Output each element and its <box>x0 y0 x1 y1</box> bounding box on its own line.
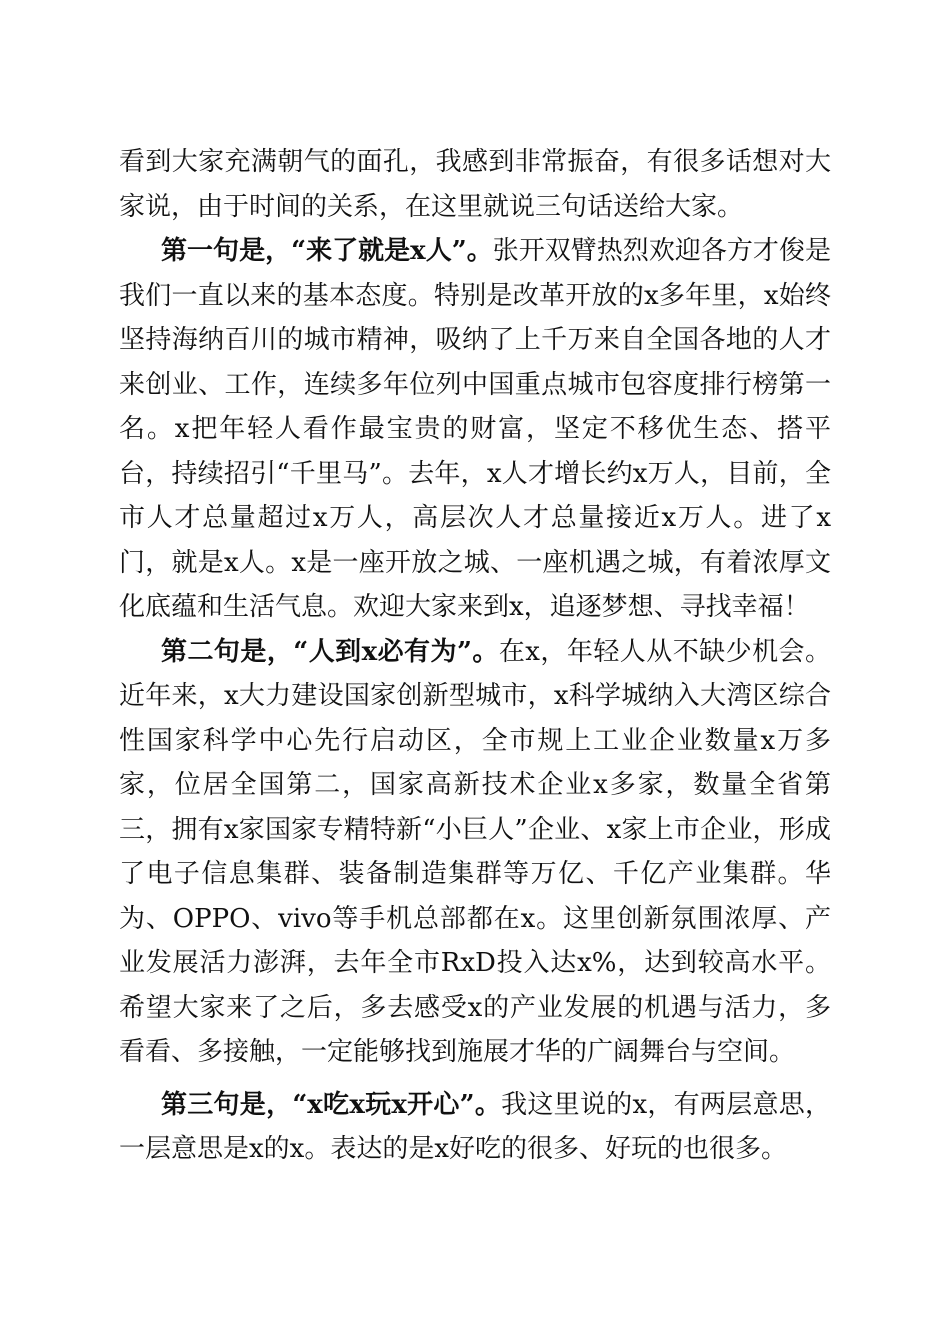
paragraph-body: 在x，年轻人从不缺少机会。近年来，x大力建设国家创新型城市，x科学城纳入大湾区综合性国家科学中心先行启动区，全市规上工业企业数量x万多家，位居全国第二，国家高新技术企业x多家，数量全省第三，拥有x家国家专精特新“小巨人”企业、x家上市企业，形成了电子信息集群、装备制造集群等万亿、千亿产业集群。华为、OPPO、vivo等手机总部都在x。这里创新氛围浓厚、产业发展活力澎湃，去年全市RxD投入达x%，达到较高水平。希望大家来了之后，多去感受x的产业发展的机遇与活力，多看看、多接触，一定能够找到施展才华的广阔舞台与空间。 <box>119 636 831 1067</box>
paragraph-lead: 第二句是，“人到x必有为”。 <box>161 636 499 667</box>
document-body <box>119 140 831 1172</box>
paragraph-intro-continuation <box>119 140 831 229</box>
paragraph-point-two <box>119 630 831 1075</box>
paragraph-lead: 第一句是，“来了就是x人”。 <box>161 236 493 266</box>
paragraph-body: 张开双臂热烈欢迎各方才俊是我们一直以来的基本态度。特别是改革开放的x多年里，x始终坚持海纳百川的城市精神，吸纳了上千万来自全国各地的人才来创业、工作，连续多年位列中国重点城市包容度排行榜第一名。x把年轻人看作最宝贵的财富，坚定不移优生态、搭平台，持续招引“千里马”。去年，x人才增长约x万人，目前，全市人才总量超过x万人，高层次人才总量接近x万人。进了x门，就是x人。x是一座开放之城、一座机遇之城，有着浓厚文化底蕴和生活气息。欢迎大家来到x，追逐梦想、寻找幸福！ <box>119 236 831 622</box>
paragraph-point-one <box>119 229 831 630</box>
paragraph-lead: 第三句是，“x吃x玩x开心”。 <box>161 1089 502 1120</box>
paragraph-body: 看到大家充满朝气的面孔，我感到非常振奋，有很多话想对大家说，由于时间的关系，在这里就说三句话送给大家。 <box>119 147 831 222</box>
paragraph-body: 我这里说的x，有两层意思，一层意思是x的x。表达的是x好吃的很多、好玩的也很多。 <box>119 1089 831 1164</box>
paragraph-point-three <box>119 1083 831 1172</box>
